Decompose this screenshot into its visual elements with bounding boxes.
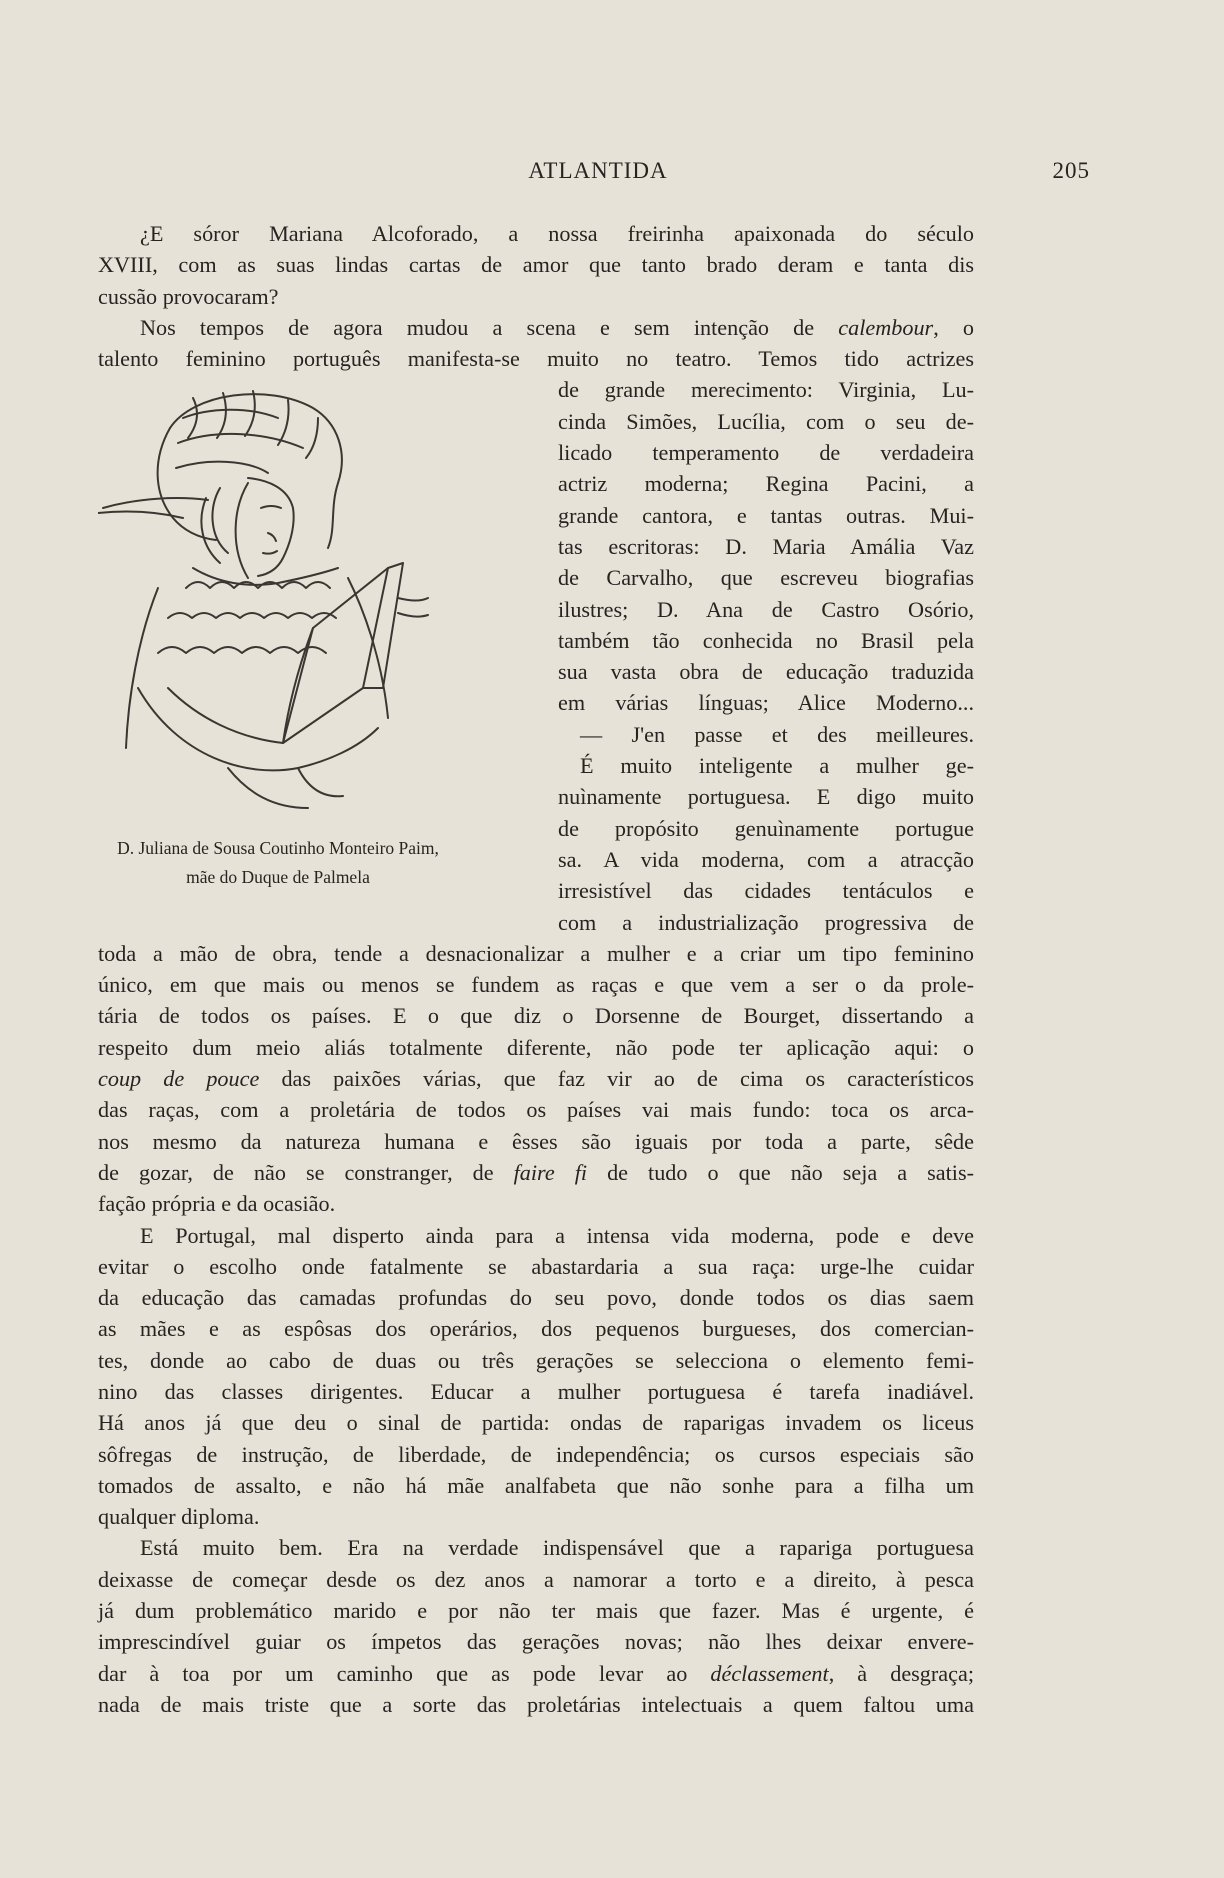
text-line: ilustres; D. Ana de Castro Osório,	[558, 596, 974, 622]
text-line: em várias línguas; Alice Moderno...	[558, 690, 974, 716]
text-segment: de tudo o que não seja a satis-	[587, 1159, 974, 1185]
text-line: — J'en passe et des meilleures.	[580, 721, 974, 747]
text-line: respeito dum meio aliás totalmente diferente, não pode ter aplicação aqui: o	[98, 1034, 974, 1060]
text-line: cinda Simões, Lucília, com o seu de-	[558, 408, 974, 434]
text-line: actriz moderna; Regina Pacini, a	[558, 471, 974, 497]
text-line	[98, 1658, 974, 1689]
text-line: tomados de assalto, e não há mãe analfabeta que não sonhe para a filha um	[98, 1472, 974, 1498]
text-segment: , à desgraça;	[828, 1660, 975, 1686]
text-line: já dum problemático marido e por não ter mais que fazer. Mas é urgente, é	[98, 1598, 974, 1624]
running-title: ATLANTIDA	[528, 158, 668, 183]
text-segment: de gozar, de não se constranger, de	[98, 1159, 514, 1185]
text-line: fação própria e da ocasião.	[98, 1191, 336, 1217]
text-line: irresistível das cidades tentáculos e	[558, 878, 974, 904]
text-line: nino das classes dirigentes. Educar a mulher portuguesa é tarefa inadiável.	[98, 1378, 974, 1404]
caption-line: mãe do Duque de Palmela	[186, 867, 370, 887]
text-line: E Portugal, mal disperto ainda para a intensa vida moderna, pode e deve	[140, 1222, 974, 1248]
text-line: deixasse de começar desde os dez anos a namorar a torto e a direito, à pesca	[98, 1566, 974, 1592]
text-line: evitar o escolho onde fatalmente se abastardaria a sua raça: urge-lhe cuidar	[98, 1253, 974, 1279]
text-segment: Nos tempos de agora mudou a scena e sem intenção de	[140, 314, 839, 340]
text-line: tes, donde ao cabo de duas ou três gerações se selecciona o elemento femi-	[98, 1347, 974, 1373]
text-line: talento feminino português manifesta-se muito no teatro. Temos tido actrizes	[98, 346, 974, 372]
text-line: Há anos já que deu o sinal de partida: ondas de raparigas invadem os liceus	[98, 1410, 974, 1436]
text-segment: dar à toa por um caminho que as pode levar ao	[98, 1660, 711, 1686]
text-line: das raças, com a proletária de todos os países vai mais fundo: toca os arca-	[98, 1097, 974, 1123]
text-line: grande cantora, e tantas outras. Mui-	[558, 502, 974, 528]
text-line: nos mesmo da natureza humana e êsses são iguais por toda a parte, sêde	[98, 1128, 974, 1154]
text-line: também tão conhecida no Brasil pela	[558, 627, 974, 653]
text-line: único, em que mais ou menos se fundem as raças e que vem a ser o da prole-	[98, 972, 974, 998]
text-line: nada de mais triste que a sorte das proletárias intelectuais a quem faltou uma	[98, 1691, 974, 1717]
italic-term: coup de pouce	[98, 1066, 260, 1092]
text-line: imprescindível guiar os ímpetos das gerações novas; não lhes deixar envere-	[98, 1629, 974, 1655]
text-line: qualquer diploma.	[98, 1504, 260, 1530]
text-line: ¿E sóror Mariana Alcoforado, a nossa freirinha apaixonada do século	[140, 221, 974, 246]
text-line: É muito inteligente a mulher ge-	[580, 753, 974, 779]
text-line: sa. A vida moderna, com a atracção	[558, 846, 974, 872]
text-segment: , o	[933, 314, 975, 340]
caption-line: D. Juliana de Sousa Coutinho Monteiro Paim,	[117, 838, 439, 858]
text-line: de Carvalho, que escreveu biografias	[558, 565, 974, 591]
text-line: de grande merecimento: Virginia, Lu-	[558, 377, 974, 403]
text-line: com a industrialização progressiva de	[558, 909, 974, 935]
text-line: toda a mão de obra, tende a desnacionalizar a mulher e a criar um tipo feminino	[98, 940, 974, 966]
text-line: Está muito bem. Era na verdade indispensável que a rapariga portuguesa	[140, 1535, 974, 1561]
text-line	[98, 312, 974, 343]
text-line: cussão provocaram?	[98, 283, 279, 309]
text-line: as mães e as espôsas dos operários, dos pequenos burgueses, dos comercian-	[98, 1316, 974, 1342]
text-line: sua vasta obra de educação traduzida	[558, 659, 974, 685]
body-text	[98, 218, 974, 1720]
text-line	[98, 1063, 974, 1094]
text-line: tária de todos os países. E o que diz o Dorsenne de Bourget, dissertando a	[98, 1003, 974, 1029]
text-line: tas escritoras: D. Maria Amália Vaz	[558, 533, 974, 559]
page-header	[98, 158, 1098, 188]
italic-term: faire fi	[513, 1159, 588, 1185]
text-line	[98, 1157, 974, 1188]
text-line: XVIII, com as suas lindas cartas de amor que tanto brado deram e tanta dis	[98, 252, 974, 278]
text-segment: das paixões várias, que faz vir ao de cima os característicos	[259, 1066, 974, 1092]
text-line: da educação das camadas profundas do seu povo, donde todos os dias saem	[98, 1285, 974, 1311]
text-line: de propósito genuìnamente portugue	[558, 815, 974, 841]
text-line: sôfregas de instrução, de liberdade, de independência; os cursos especiais são	[98, 1441, 974, 1467]
text-line: licado temperamento de verdadeira	[558, 440, 974, 466]
page-number: 205	[1052, 158, 1090, 183]
italic-term: calembour	[838, 314, 934, 340]
text-line: nuìnamente portuguesa. E digo muito	[558, 784, 974, 810]
italic-term: déclassement	[710, 1660, 829, 1686]
